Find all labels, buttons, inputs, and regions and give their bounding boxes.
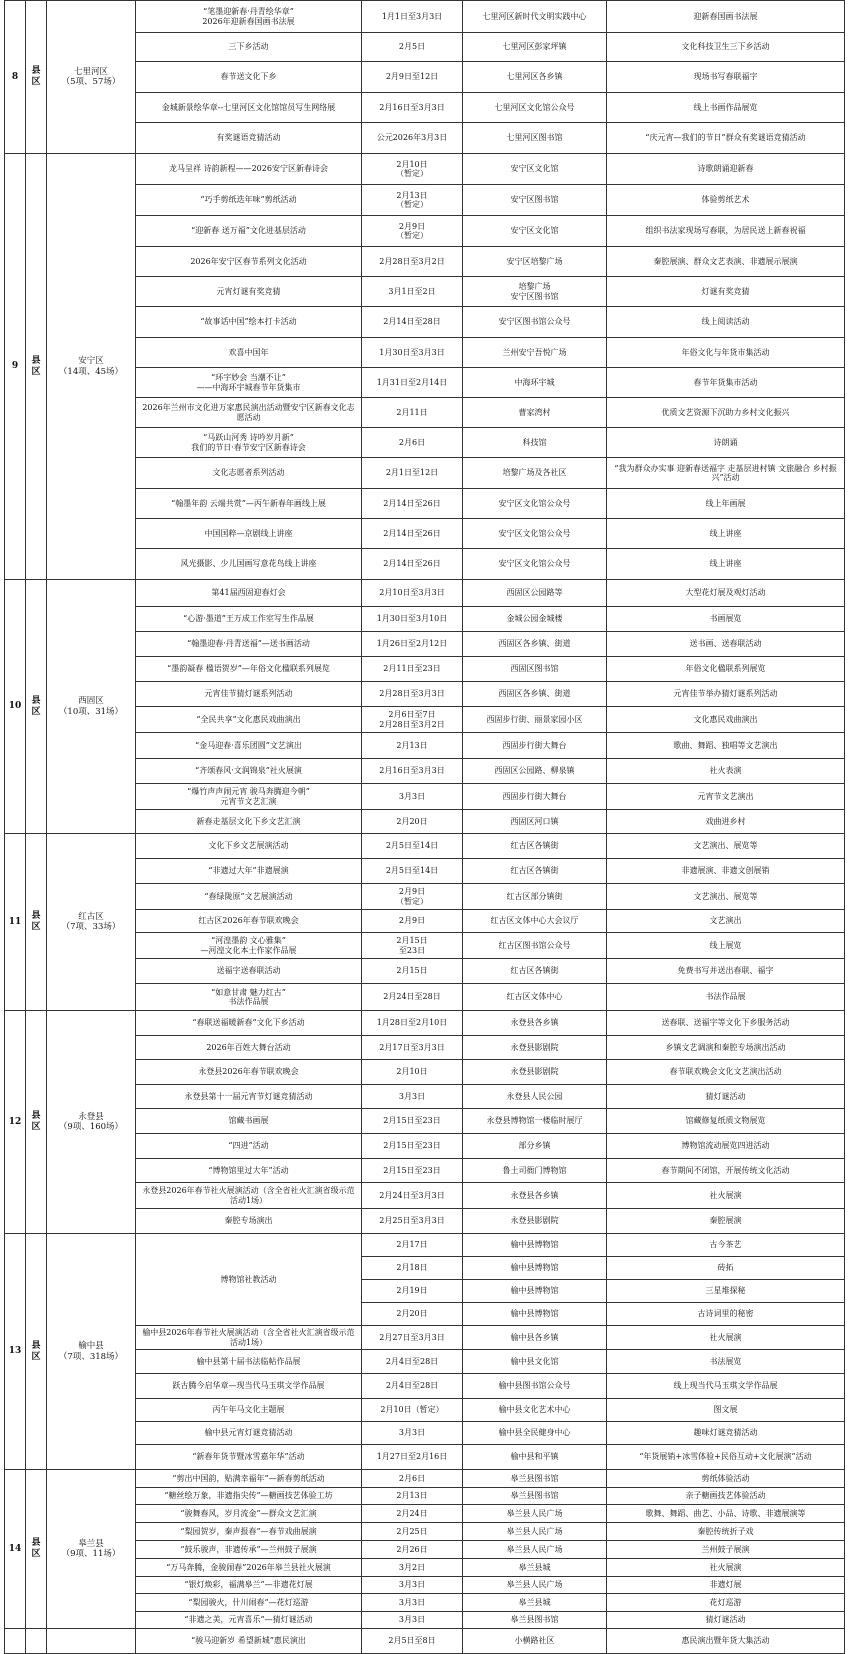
table-row	[5, 834, 845, 859]
activity-venue: 皋兰县人民广场	[463, 1541, 607, 1559]
activity-content: 书法展览	[607, 1350, 845, 1374]
activity-name: “如意甘肃 魅力红古” 书法作品展	[136, 984, 362, 1011]
activity-date: 2月4日至28日	[362, 1374, 463, 1399]
activity-date: 2月26日	[362, 1541, 463, 1559]
activity-date: 3月3日	[362, 1422, 463, 1445]
activity-date: 2月9日 （暂定）	[362, 884, 463, 910]
group-number: 10	[5, 580, 26, 834]
district-name: 红古区 （7项、33场）	[47, 834, 136, 1011]
activity-date: 2月11日	[362, 398, 463, 428]
activity-content: 书法作品展	[607, 984, 845, 1011]
activity-content: “年货展销+冰雪体验+民俗互动+文化展演”活动	[607, 1445, 845, 1470]
activity-date: 3月3日	[362, 1085, 463, 1109]
activity-date: 2月14日至28日	[362, 307, 463, 338]
activity-name: “马跃山河秀 诗吟岁月新” 我们的节日·春节安宁区新春诗会	[136, 428, 362, 458]
activity-content: 线上书画作品展览	[607, 93, 845, 123]
activity-venue: 小横路社区	[463, 1629, 607, 1654]
activity-name: 文化下乡文艺展演活动	[136, 834, 362, 859]
activity-venue: 安宁区文化馆公众号	[463, 519, 607, 549]
activity-date: 2月13日	[362, 733, 463, 759]
activity-name: “新春年货节暨冰雪嘉年华”活动	[136, 1445, 362, 1470]
activity-date: 2月10日至3月3日	[362, 580, 463, 607]
activity-name: “万马奔腾，金骏闹春”2026年皋兰县社火展演	[136, 1559, 362, 1577]
activity-date: 2月20日	[362, 810, 463, 834]
activity-name: “梨园贺岁，秦声报春”—春节戏曲展演	[136, 1523, 362, 1541]
activity-content: 猜灯谜活动	[607, 1085, 845, 1109]
activity-venue: 皋兰县人民广场	[463, 1523, 607, 1541]
activity-name: “博物馆里过大年”活动	[136, 1159, 362, 1183]
activity-content: 灯谜有奖竞猜	[607, 277, 845, 307]
activity-content: 优质文艺资源下沉助力乡村文化振兴	[607, 398, 845, 428]
activity-date: 2月24日至28日	[362, 984, 463, 1011]
activity-venue: 红古区各镇街	[463, 959, 607, 984]
activity-date: 2月10日（暂定）	[362, 1399, 463, 1422]
activity-venue: 西固步行街、丽景家园小区	[463, 707, 607, 733]
activity-venue: 红古区部分镇街	[463, 884, 607, 910]
activity-venue: 永登县各乡镇	[463, 1183, 607, 1209]
activity-name: 文化志愿者系列活动	[136, 458, 362, 489]
activity-date: 3月3日	[362, 784, 463, 810]
activity-venue: 七里河区彭家坪镇	[463, 33, 607, 62]
activity-name: “河湟墨韵 文心雅集” —河湟文化本土作家作品展	[136, 933, 362, 959]
activity-content: “我为群众办实事 迎新春送福字 走基层进村镇 文旅融合 乡村振兴”活动	[607, 458, 845, 489]
activity-name: 2026年安宁区春节系列文化活动	[136, 247, 362, 277]
activity-date: 2月28日至3月2日	[362, 247, 463, 277]
district-name: 七里河区 （5项、57场）	[47, 1, 136, 154]
activity-venue: 榆中县博物馆	[463, 1303, 607, 1326]
table-row	[5, 1011, 845, 1036]
activity-name: 金城新景绘华章--七里河区文化馆馆员写生网络展	[136, 93, 362, 123]
activity-date: 2月5日至14日	[362, 859, 463, 884]
activity-content: 社火展演	[607, 1183, 845, 1209]
activity-content: 社火展演	[607, 1326, 845, 1350]
activity-venue: 安宁区图书馆公众号	[463, 307, 607, 338]
activity-name: 榆中县2026年春节社火展演活动（含全省社火汇演省级示范活动1场）	[136, 1326, 362, 1350]
group-number: 8	[5, 1, 26, 154]
activity-venue: 七里河区新时代文明实践中心	[463, 1, 607, 33]
activity-venue: 部分乡镇	[463, 1134, 607, 1159]
group-number: 9	[5, 154, 26, 580]
activity-venue: 培黎广场 安宁区图书馆	[463, 277, 607, 307]
activity-date: 1月26日至2月12日	[362, 632, 463, 657]
activity-venue: 中海环宇城	[463, 368, 607, 398]
activity-name: 永登县2026年春节社火展演活动（含全省社火汇演省级示范活动1场）	[136, 1183, 362, 1209]
district-name: 永登县 （9项、160场）	[47, 1011, 136, 1234]
activity-date: 2月1日至12日	[362, 458, 463, 489]
group-number: 12	[5, 1011, 26, 1234]
activity-venue: 安宁区培黎广场	[463, 247, 607, 277]
activity-name: 春节送文化下乡	[136, 62, 362, 93]
activity-date: 2月18日	[362, 1257, 463, 1280]
activity-date: 2月5日至8日	[362, 1629, 463, 1654]
activity-name: 中国国粹—京剧线上讲座	[136, 519, 362, 549]
activity-date: 2月25日至3月3日	[362, 1209, 463, 1234]
activity-name: “骏马迎新岁 希望新城”惠民演出	[136, 1629, 362, 1654]
activity-venue: 西固步行街大舞台	[463, 784, 607, 810]
activity-date: 3月2日	[362, 1559, 463, 1577]
district-name: 榆中县 （7项、318场）	[47, 1234, 136, 1470]
activity-date: 2月4日至28日	[362, 1350, 463, 1374]
region-type: 县区	[26, 1234, 47, 1470]
activity-name: “金马迎春·喜乐团圆”文艺演出	[136, 733, 362, 759]
activity-date: 2月14日至26日	[362, 519, 463, 549]
activity-name: 永登县第十一届元宵节灯谜竞猜活动	[136, 1085, 362, 1109]
activity-date: 2月13日	[362, 1488, 463, 1505]
activity-date: 2月25日	[362, 1523, 463, 1541]
activity-venue: 皋兰县图书馆	[463, 1488, 607, 1505]
activity-content: 非遗灯展	[607, 1577, 845, 1594]
activity-content: 春节年货集市活动	[607, 368, 845, 398]
activity-venue: 西固区公园路、柳泉镇	[463, 759, 607, 784]
region-type: 县区	[26, 580, 47, 834]
district-name: 西固区 （10项、31场）	[47, 580, 136, 834]
activity-name: 送福字送春联活动	[136, 959, 362, 984]
activity-content: 剪纸体验活动	[607, 1470, 845, 1488]
group-number: 14	[5, 1470, 26, 1629]
activity-date: 2月17日至3月3日	[362, 1036, 463, 1060]
activity-date: 3月3日	[362, 1594, 463, 1612]
group-number: 11	[5, 834, 26, 1011]
activity-name: “春联送福暖新春”文化下乡活动	[136, 1011, 362, 1036]
activity-date: 2月9日	[362, 910, 463, 933]
activity-name: “剪出中国韵，贴满幸福年”—新春剪纸活动	[136, 1470, 362, 1488]
activity-venue: 安宁区文化馆	[463, 154, 607, 185]
activity-name: “墨韵凝春 楹语贺岁”—年俗文化楹联系列展览	[136, 657, 362, 682]
district-name: 皋兰县 （9项、11场）	[47, 1470, 136, 1629]
activity-venue: 榆中县文化艺术中心	[463, 1399, 607, 1422]
activity-content: 送书画、送春联活动	[607, 632, 845, 657]
activity-venue: 榆中县博物馆	[463, 1280, 607, 1303]
activity-name: “银灯焕彩，福满皋兰”—非遗花灯展	[136, 1577, 362, 1594]
region-type: 县区	[26, 154, 47, 580]
activity-venue: 皋兰县城	[463, 1594, 607, 1612]
activity-table-body	[5, 1, 845, 1654]
activity-content: 元宵佳节举办猜灯谜系列活动	[607, 682, 845, 707]
activity-table	[4, 0, 845, 1654]
activity-content: “庆元宵—我们的节日”群众有奖谜语竞猜活动	[607, 123, 845, 154]
activity-name: “糖丝绘万象，非遗指尖传”—糖画技艺体验工坊	[136, 1488, 362, 1505]
activity-content: 大型花灯展及观灯活动	[607, 580, 845, 607]
activity-name: “迎新春 送万福”文化进基层活动	[136, 216, 362, 247]
activity-name: 元宵佳节猜灯谜系列活动	[136, 682, 362, 707]
activity-venue: 红古区图书馆公众号	[463, 933, 607, 959]
activity-content: 秦腔传统折子戏	[607, 1523, 845, 1541]
activity-date: 2月27日至3月3日	[362, 1326, 463, 1350]
region-type	[26, 1629, 47, 1654]
activity-content: 年俗文化与年货市集活动	[607, 338, 845, 368]
activity-name: “非遗过大年”非遗展演	[136, 859, 362, 884]
activity-venue: 皋兰县人民广场	[463, 1577, 607, 1594]
activity-name: “鼓乐骏声，非遗传承”—兰州鼓子展演	[136, 1541, 362, 1559]
activity-content: 现场书写春联福字	[607, 62, 845, 93]
activity-content: 砖拓	[607, 1257, 845, 1280]
region-type: 县区	[26, 1011, 47, 1234]
activity-venue: 西固区河口镇	[463, 810, 607, 834]
activity-date: 3月3日	[362, 1577, 463, 1594]
activity-name: “翰墨年韵 云端共赏”—丙午新春年画线上展	[136, 489, 362, 519]
activity-venue: 安宁区图书馆	[463, 185, 607, 216]
activity-venue: 鲁土司衙门博物馆	[463, 1159, 607, 1183]
activity-name: 三下乡活动	[136, 33, 362, 62]
activity-name: “笔墨迎新春·丹青绘华章” 2026年迎新春国画书法展	[136, 1, 362, 33]
activity-date: 1月30日至3月10日	[362, 607, 463, 632]
activity-name: 新春走基层文化下乡文艺汇演	[136, 810, 362, 834]
activity-date: 2月24日至3月3日	[362, 1183, 463, 1209]
activity-date: 2月15日至23日	[362, 1159, 463, 1183]
region-type: 县区	[26, 834, 47, 1011]
activity-content: 图文展	[607, 1399, 845, 1422]
activity-date: 2月19日	[362, 1280, 463, 1303]
activity-name: 榆中县元宵灯谜竞猜活动	[136, 1422, 362, 1445]
activity-name: 红古区2026年春节联欢晚会	[136, 910, 362, 933]
region-type: 县区	[26, 1, 47, 154]
activity-date: 2月17日	[362, 1234, 463, 1257]
activity-date: 2月6日	[362, 428, 463, 458]
group-number: 13	[5, 1234, 26, 1470]
activity-date: 2月15日	[362, 959, 463, 984]
activity-content: 乡镇文艺调演和秦腔专场演出活动	[607, 1036, 845, 1060]
activity-name: 风光摄影、少儿国画写意花鸟线上讲座	[136, 549, 362, 580]
activity-venue: 红古区文体中心	[463, 984, 607, 1011]
activity-date: 1月1日至3月3日	[362, 1, 463, 33]
activity-name: 馆藏书画展	[136, 1109, 362, 1134]
activity-content: 惠民演出暨年货大集活动	[607, 1629, 845, 1654]
activity-venue: 红古区各镇街	[463, 834, 607, 859]
activity-venue: 永登县影剧院	[463, 1060, 607, 1085]
activity-content: 秦腔展演	[607, 1209, 845, 1234]
activity-content: 三星堆探秘	[607, 1280, 845, 1303]
table-row	[5, 1470, 845, 1488]
activity-name: “齐颂春风·文润锦泉”社火展演	[136, 759, 362, 784]
table-row	[5, 580, 845, 607]
activity-name: 秦腔专场演出	[136, 1209, 362, 1234]
activity-content: 年俗文化楹联系列展览	[607, 657, 845, 682]
activity-date: 1月27日至2月16日	[362, 1445, 463, 1470]
activity-content: 线上讲座	[607, 519, 845, 549]
activity-date: 1月30日至3月3日	[362, 338, 463, 368]
activity-name: 欢喜中国年	[136, 338, 362, 368]
activity-name: 榆中县第十届书法临帖作品展	[136, 1350, 362, 1374]
activity-venue: 培黎广场及各社区	[463, 458, 607, 489]
activity-content: 线上现当代马玉琪文学作品展	[607, 1374, 845, 1399]
activity-name: 博物馆社教活动	[136, 1234, 362, 1326]
activity-content: 猜灯谜活动	[607, 1612, 845, 1629]
activity-venue: 榆中县图书馆公众号	[463, 1374, 607, 1399]
activity-content: 社火表演	[607, 759, 845, 784]
activity-content: 歌舞、舞蹈、曲艺、小品、诗歌、非遗展演等	[607, 1505, 845, 1523]
activity-date: 2月14日至26日	[362, 489, 463, 519]
activity-date: 2月16日至3月3日	[362, 93, 463, 123]
activity-date: 2月15日 至23日	[362, 933, 463, 959]
activity-venue: 安宁区文化馆公众号	[463, 489, 607, 519]
activity-name: “心游·墨道”王万成工作室写生作品展	[136, 607, 362, 632]
activity-venue: 西固区各乡镇、街道	[463, 682, 607, 707]
activity-content: 线上展览	[607, 933, 845, 959]
activity-name: “骏舞春风，岁月流金”—群众文艺汇演	[136, 1505, 362, 1523]
activity-name: “春绿陇原”文艺展演活动	[136, 884, 362, 910]
activity-content: 迎新春国画书法展	[607, 1, 845, 33]
activity-venue: 皋兰县图书馆	[463, 1612, 607, 1629]
activity-venue: 榆中县文化馆	[463, 1350, 607, 1374]
activity-content: 诗歌朗诵迎新春	[607, 154, 845, 185]
activity-venue: 七里河区文化馆公众号	[463, 93, 607, 123]
activity-content: 组织书法家现场写春联，为居民送上新春祝福	[607, 216, 845, 247]
activity-venue: 榆中县各乡镇	[463, 1326, 607, 1350]
activity-name: 有奖谜语竞猜活动	[136, 123, 362, 154]
activity-content: 文艺演出、展览等	[607, 834, 845, 859]
table-row	[5, 154, 845, 185]
activity-date: 2月5日至14日	[362, 834, 463, 859]
activity-content: 春节联欢晚会文化文艺演出活动	[607, 1060, 845, 1085]
activity-venue: 七里河区各乡镇	[463, 62, 607, 93]
district-name	[47, 1629, 136, 1654]
group-number	[5, 1629, 26, 1654]
activity-venue: 兰州安宁吾悦广场	[463, 338, 607, 368]
activity-venue: 金城公园金城楼	[463, 607, 607, 632]
activity-content: 非遗展演、非遗文创展销	[607, 859, 845, 884]
activity-content: 博物馆流动展览四进活动	[607, 1134, 845, 1159]
activity-content: 趣味灯谜竞猜活动	[607, 1422, 845, 1445]
activity-name: “环宇妙会 当潮不让” ——中海环宇城春节年货集市	[136, 368, 362, 398]
activity-name: 2026年兰州市文化进万家惠民演出活动暨安宁区新春文化志愿活动	[136, 398, 362, 428]
activity-venue: 永登县人民公园	[463, 1085, 607, 1109]
activity-name: 永登县2026年春节联欢晚会	[136, 1060, 362, 1085]
activity-date: 2月14日至26日	[362, 549, 463, 580]
activity-venue: 安宁区文化馆公众号	[463, 549, 607, 580]
activity-venue: 榆中县博物馆	[463, 1234, 607, 1257]
region-type: 县区	[26, 1470, 47, 1629]
activity-venue: 西固区公园路等	[463, 580, 607, 607]
activity-date: 2月15日至23日	[362, 1109, 463, 1134]
activity-name: 第41届西固迎春灯会	[136, 580, 362, 607]
activity-venue: 永登县影剧院	[463, 1209, 607, 1234]
activity-venue: 红古区各镇街	[463, 859, 607, 884]
activity-date: 2月11日至23日	[362, 657, 463, 682]
activity-date: 2月6日至7日 2月28日至3月2日	[362, 707, 463, 733]
activity-venue: 科技馆	[463, 428, 607, 458]
activity-content: 馆藏修复纸质文物展览	[607, 1109, 845, 1134]
activity-venue: 西固区图书馆	[463, 657, 607, 682]
activity-venue: 安宁区文化馆	[463, 216, 607, 247]
activity-name: “梨园骏火，什川闹春”—花灯巡游	[136, 1594, 362, 1612]
activity-content: 歌曲、舞蹈、独唱等文艺演出	[607, 733, 845, 759]
activity-content: 免费书写并送出春联、福字	[607, 959, 845, 984]
activity-venue: 榆中县和平镇	[463, 1445, 607, 1470]
activity-name: “全民共享”文化惠民戏曲演出	[136, 707, 362, 733]
activity-venue: 皋兰县城	[463, 1559, 607, 1577]
activity-venue: 曹家湾村	[463, 398, 607, 428]
activity-name: 丙午年马文化主题展	[136, 1399, 362, 1422]
activity-content: 元宵节文艺演出	[607, 784, 845, 810]
activity-content: 送春联、送福字等文化下乡服务活动	[607, 1011, 845, 1036]
activity-name: 2026年百姓大舞台活动	[136, 1036, 362, 1060]
activity-content: 线上讲座	[607, 549, 845, 580]
activity-content: 文艺演出	[607, 910, 845, 933]
activity-date: 2月5日	[362, 33, 463, 62]
activity-venue: 皋兰县人民广场	[463, 1505, 607, 1523]
activity-date: 2月15日至23日	[362, 1134, 463, 1159]
activity-content: 花灯巡游	[607, 1594, 845, 1612]
activity-content: 体验剪纸艺术	[607, 185, 845, 216]
table-row	[5, 1, 845, 33]
activity-content: 书画展览	[607, 607, 845, 632]
activity-name: 跃古腾今启华章—现当代马玉琪文学作品展	[136, 1374, 362, 1399]
activity-name: “非遗之美，元宵喜乐”—猜灯谜活动	[136, 1612, 362, 1629]
district-name: 安宁区 （14项、45场）	[47, 154, 136, 580]
activity-name: “巧手剪纸迭年味”剪纸活动	[136, 185, 362, 216]
activity-content: 兰州鼓子展演	[607, 1541, 845, 1559]
activity-date: 2月24日	[362, 1505, 463, 1523]
activity-date: 2月28日至3月3日	[362, 682, 463, 707]
table-row	[5, 1629, 845, 1654]
activity-content: 文化惠民戏曲演出	[607, 707, 845, 733]
activity-venue: 西固区各乡镇、街道	[463, 632, 607, 657]
activity-content: 古今茶艺	[607, 1234, 845, 1257]
activity-content: 秦腔展演、群众文艺表演、非遗展示展演	[607, 247, 845, 277]
activity-date: 2月9日 （暂定）	[362, 216, 463, 247]
activity-content: 线上年画展	[607, 489, 845, 519]
table-row	[5, 1234, 845, 1257]
activity-name: 元宵灯谜有奖竞猜	[136, 277, 362, 307]
activity-content: 春节期间不闭馆，开展传统文化活动	[607, 1159, 845, 1183]
activity-venue: 皋兰县图书馆	[463, 1470, 607, 1488]
activity-date: 2月10日	[362, 1060, 463, 1085]
activity-content: 文化科技卫生三下乡活动	[607, 33, 845, 62]
activity-name: 龙马呈祥 诗韵新程——2026安宁区新春诗会	[136, 154, 362, 185]
activity-date: 2月13日 （暂定）	[362, 185, 463, 216]
activity-venue: 榆中县博物馆	[463, 1257, 607, 1280]
activity-date: 3月1日至2日	[362, 277, 463, 307]
activity-content: 古诗词里的秘密	[607, 1303, 845, 1326]
activity-date: 3月3日	[362, 1612, 463, 1629]
activity-content: 诗朗诵	[607, 428, 845, 458]
activity-date: 1月28日至2月10日	[362, 1011, 463, 1036]
activity-date: 2月6日	[362, 1470, 463, 1488]
activity-content: 亲子糖画技艺体验活动	[607, 1488, 845, 1505]
activity-content: 戏曲进乡村	[607, 810, 845, 834]
activity-venue: 七里河区图书馆	[463, 123, 607, 154]
activity-date: 公元2026年3月3日	[362, 123, 463, 154]
activity-date: 2月20日	[362, 1303, 463, 1326]
activity-venue: 西固步行街大舞台	[463, 733, 607, 759]
activity-date: 2月16日至3月3日	[362, 759, 463, 784]
activity-date: 2月9日至12日	[362, 62, 463, 93]
activity-content: 社火展演	[607, 1559, 845, 1577]
activity-venue: 红古区文体中心大会议厅	[463, 910, 607, 933]
activity-name: “爆竹声声闹元宵 骏马奔腾迎今朝” 元宵节文艺汇演	[136, 784, 362, 810]
activity-name: “故事话中国”绘本打卡活动	[136, 307, 362, 338]
activity-name: “四进”活动	[136, 1134, 362, 1159]
activity-venue: 永登县影剧院	[463, 1036, 607, 1060]
activity-venue: 永登县博物馆一楼临时展厅	[463, 1109, 607, 1134]
activity-content: 文艺演出、展览等	[607, 884, 845, 910]
activity-content: 线上阅读活动	[607, 307, 845, 338]
activity-venue: 榆中县全民健身中心	[463, 1422, 607, 1445]
activity-date: 1月31日至2月14日	[362, 368, 463, 398]
activity-date: 2月10日 （暂定）	[362, 154, 463, 185]
activity-name: “翰墨迎春·丹青送福”—送书画活动	[136, 632, 362, 657]
activity-venue: 永登县各乡镇	[463, 1011, 607, 1036]
